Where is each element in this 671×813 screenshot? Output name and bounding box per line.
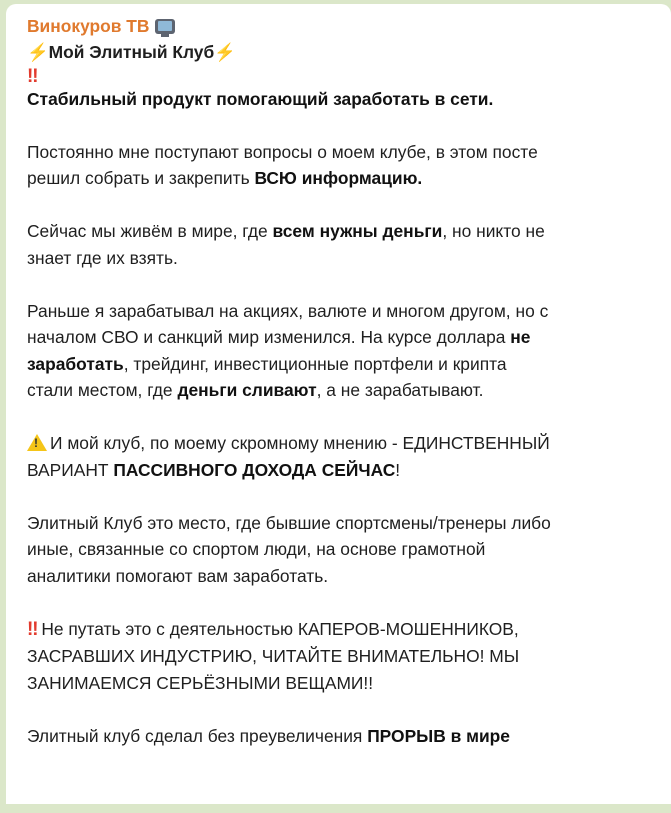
- bold-text: ПРОРЫВ в мире: [367, 725, 510, 746]
- text-line: Не путать это с деятельностью КАПЕРОВ-МОШЕННИКОВ,: [36, 618, 519, 639]
- bold-text: деньги сливают: [177, 380, 317, 400]
- paragraph-before: [27, 298, 661, 404]
- post-title: [27, 39, 661, 66]
- lightning-icon: ⚡: [214, 42, 236, 62]
- channel-name-text: Винокуров ТВ: [27, 15, 150, 36]
- text-line: стали местом, где: [27, 380, 178, 400]
- text-line: !: [395, 459, 401, 480]
- text-line: знает где их взять.: [27, 247, 178, 268]
- text-line: , но никто не: [442, 221, 545, 241]
- headline: [27, 86, 661, 113]
- text-line: Элитный клуб сделал без преувеличения: [27, 725, 368, 746]
- double-exclamation-icon: [27, 66, 661, 86]
- paragraph-elite: [27, 510, 661, 590]
- text-line: иные, связанные со спортом люди, на основе грамотной: [27, 539, 486, 559]
- paragraph-warning: [27, 616, 661, 697]
- text-line: Постоянно мне поступают вопросы о моем клубе, в этом посте: [27, 141, 538, 162]
- paragraph-breakthrough: [27, 723, 661, 750]
- text-line: Раньше я зарабатывал на акциях, валюте и многом другом, но с: [27, 300, 549, 321]
- text-line: Сейчас мы живём в мире, где: [27, 221, 273, 241]
- text-line: аналитики помогают вам заработать.: [27, 565, 329, 586]
- text-line: началом СВО и санкций мир изменился. На курсе доллара: [27, 327, 511, 347]
- warning-icon: [27, 434, 47, 451]
- message-bubble: [6, 4, 671, 804]
- tv-icon: [155, 19, 175, 34]
- bold-text: не: [510, 327, 531, 347]
- lightning-icon: ⚡: [27, 42, 49, 62]
- bold-text: заработать: [27, 353, 124, 374]
- channel-name[interactable]: [27, 13, 661, 39]
- paragraph-money: [27, 218, 661, 271]
- paragraph-club: [27, 430, 661, 483]
- double-exclamation-icon: ‼: [27, 618, 37, 640]
- double-exclamation-icon: ‼: [27, 65, 37, 87]
- text-line: ЗАНИМАЕМСЯ СЕРЬЁЗНЫМИ ВЕЩАМИ!!: [27, 672, 374, 693]
- post-title-text: Мой Элитный Клуб: [48, 42, 215, 62]
- paragraph-intro: [27, 139, 661, 192]
- bold-text: ВСЮ информацию.: [254, 168, 423, 188]
- bold-text: всем нужны деньги: [272, 221, 443, 241]
- text-line: , трейдинг, инвестиционные портфели и крипта: [123, 353, 507, 374]
- text-line: И мой клуб, по моему скромному мнению - ЕДИНСТВЕННЫЙ: [50, 433, 550, 453]
- text-line: ЗАСРАВШИХ ИНДУСТРИЮ, ЧИТАЙТЕ ВНИМАТЕЛЬНО! МЫ: [27, 646, 520, 666]
- text-line: решил собрать и закрепить: [27, 168, 255, 188]
- text-line: ВАРИАНТ: [27, 459, 114, 480]
- bold-text: ПАССИВНОГО ДОХОДА СЕЙЧАС: [113, 459, 396, 480]
- headline-text: Стабильный продукт помогающий заработать в сети.: [27, 88, 494, 109]
- text-line: , а не зарабатывают.: [316, 380, 484, 400]
- text-line: Элитный Клуб это место, где бывшие спортсмены/тренеры либо: [27, 512, 551, 533]
